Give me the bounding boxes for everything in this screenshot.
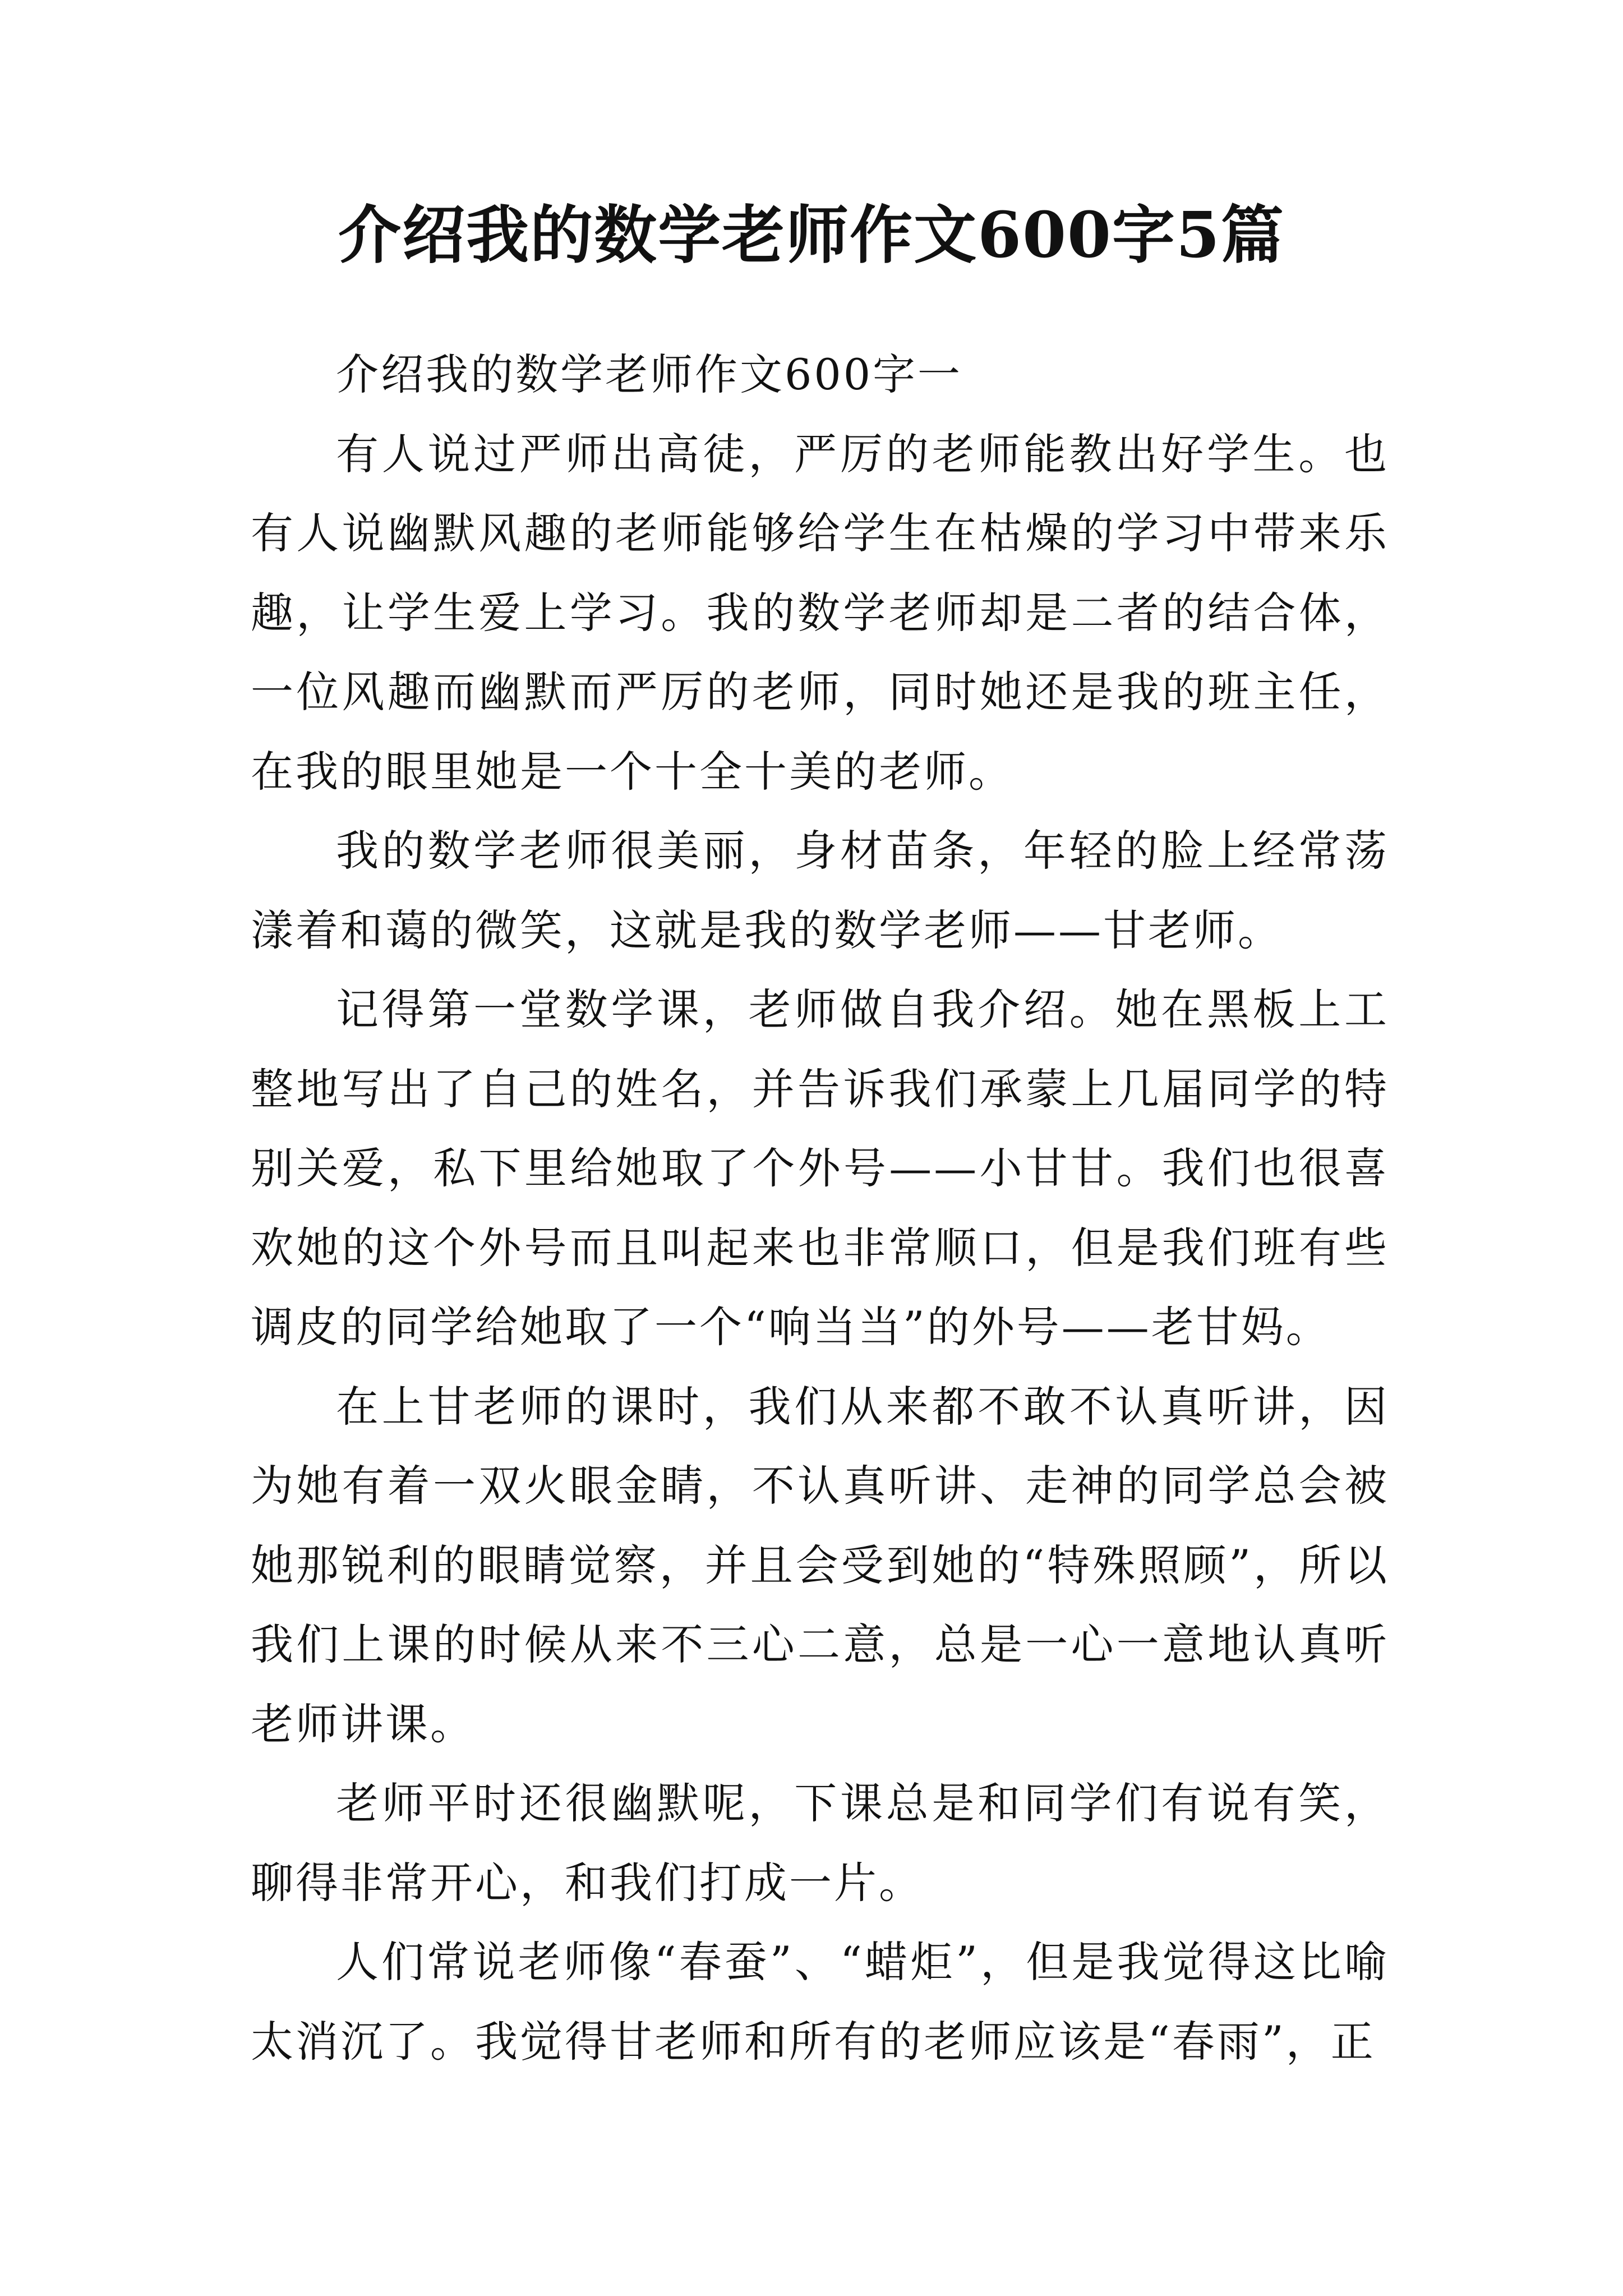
document-body — [251, 335, 1389, 2081]
paragraph: 记得第一堂数学课，老师做自我介绍。她在黑板上工整地写出了自己的姓名，并告诉我们承蒙上几届同学的特别关爱，私下里给她取了个外号——小甘甘。我们也很喜欢她的这个外号而且叫起来也非常顺口，但是我们班有些调皮的同学给她取了一个“响当当”的外号——老甘妈。 — [251, 984, 1389, 1352]
paragraph: 我的数学老师很美丽，身材苗条，年轻的脸上经常荡漾着和蔼的微笑，这就是我的数学老师——甘老师。 — [251, 826, 1389, 955]
paragraph: 人们常说老师像“春蚕”、“蜡炬”，但是我觉得这比喻太消沉了。我觉得甘老师和所有的老师应该是“春雨”，正 — [251, 1937, 1389, 2067]
paragraph: 老师平时还很幽默呢，下课总是和同学们有说有笑，聊得非常开心，和我们打成一片。 — [251, 1778, 1389, 1908]
section-heading: 介绍我的数学老师作文600字一 — [336, 349, 963, 399]
document-title: 介绍我的数学老师作文600字5篇 — [338, 199, 1285, 272]
paragraph: 有人说过严师出高徒，严厉的老师能教出好学生。也有人说幽默风趣的老师能够给学生在枯燥的学习中带来乐趣，让学生爱上学习。我的数学老师却是二者的结合体，一位风趣而幽默而严厉的老师，同时她还是我的班主任，在我的眼里她是一个十全十美的老师。 — [251, 429, 1389, 797]
paragraph: 在上甘老师的课时，我们从来都不敢不认真听讲，因为她有着一双火眼金睛，不认真听讲、走神的同学总会被她那锐利的眼睛觉察，并且会受到她的“特殊照顾”，所以我们上课的时候从来不三心二意，总是一心一意地认真听老师讲课。 — [251, 1381, 1389, 1749]
